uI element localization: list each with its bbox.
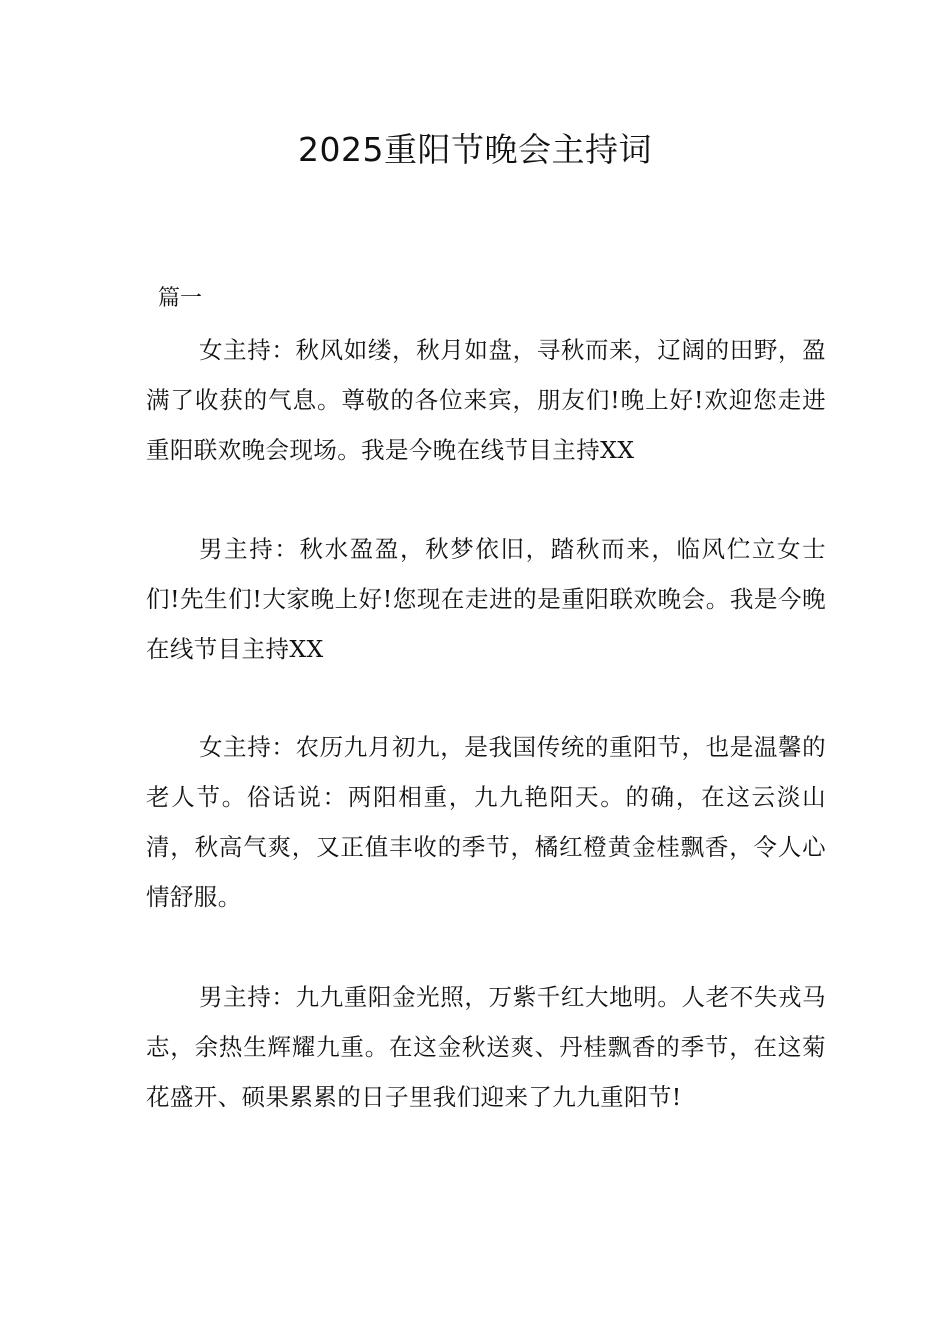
paragraph-1: 女主持：秋风如缕，秋月如盘，寻秋而来，辽阔的田野，盈满了收获的气息。尊敬的各位来宾，朋友们!晚上好!欢迎您走进重阳联欢晚会现场。我是今晚在线节目主持XX xyxy=(146,336,826,464)
paragraph-4: 男主持：九九重阳金光照，万紫千红大地明。人老不失戎马志，余热生辉耀九重。在这金秋送爽、丹桂飘香的季节，在这菊花盛开、硕果累累的日子里我们迎来了九九重阳节! xyxy=(146,983,826,1111)
section-label: 篇一 xyxy=(158,286,203,311)
paragraph-3: 女主持：农历九月初九，是我国传统的重阳节，也是温馨的老人节。俗话说：两阳相重，九九艳阳天。的确，在这云淡山清，秋高气爽，又正值丰收的季节，橘红橙黄金桂飘香，令人心情舒服。 xyxy=(146,733,826,911)
document-title: 2025重阳节晚会主持词 xyxy=(298,130,652,169)
paragraph-2: 男主持：秋水盈盈，秋梦依旧，踏秋而来，临风伫立女士们!先生们!大家晚上好!您现在走进的是重阳联欢晚会。我是今晚在线节目主持XX xyxy=(146,535,826,663)
